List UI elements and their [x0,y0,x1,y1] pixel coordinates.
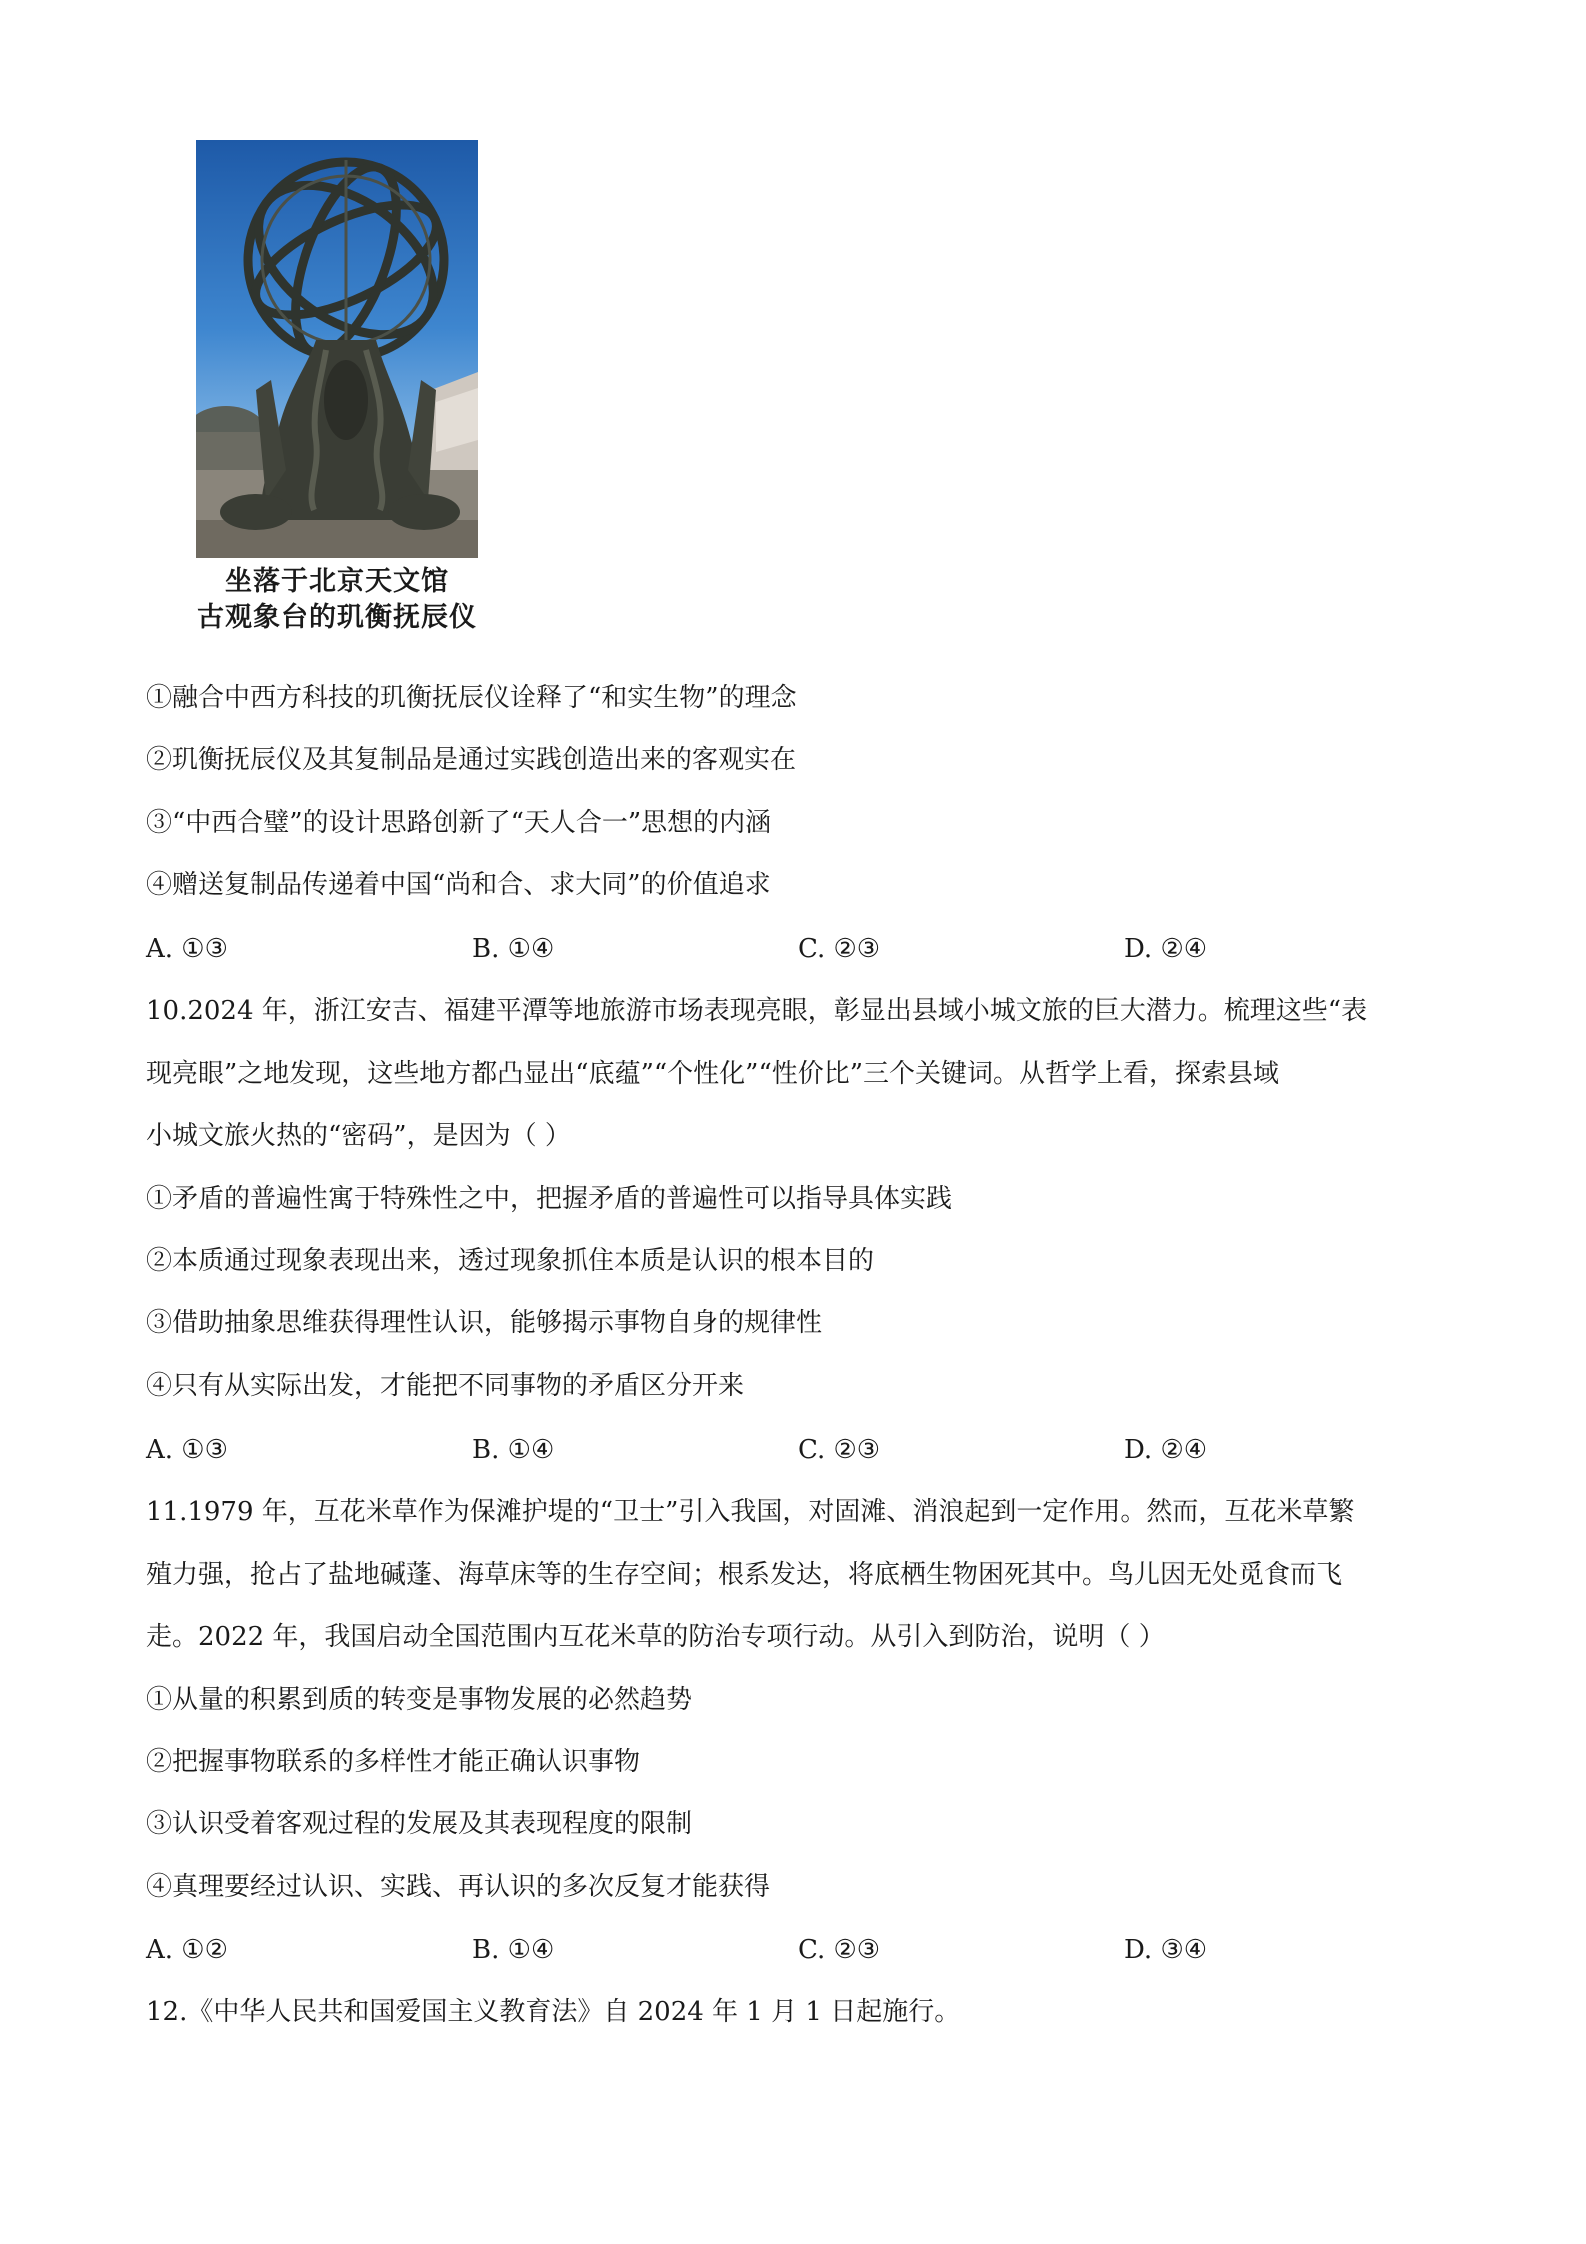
q9-option-b: B. ①④ [472,934,555,964]
q9-option-a: A. ①③ [146,934,228,964]
q9-item-4: ④赠送复制品传递着中国“尚和合、求大同”的价值追求 [146,870,771,900]
q11-item-3: ③认识受着客观过程的发展及其表现程度的限制 [146,1809,693,1839]
q10-stem-line-2: 现亮眼”之地发现，这些地方都凸显出“底蕴”“个性化”“性价比”三个关键词。从哲学上看，探索县域 [146,1059,1280,1089]
q11-item-1: ①从量的积累到质的转变是事物发展的必然趋势 [146,1685,693,1715]
figure-caption [196,564,478,636]
q9-option-c: C. ②③ [798,934,881,964]
q11-stem-line-3: 走。2022 年，我国启动全国范围内互花米草的防治专项行动。从引入到防治，说明（ ） [146,1622,1165,1652]
q11-option-d: D. ③④ [1124,1935,1208,1965]
caption-line-1: 坐落于北京天文馆 [225,566,449,597]
q11-stem-line-1: 11.1979 年，互花米草作为保滩护堤的“卫士”引入我国，对固滩、消浪起到一定作用。然而，互花米草繁 [146,1497,1355,1527]
q10-item-3: ③借助抽象思维获得理性认识，能够揭示事物自身的规律性 [146,1308,823,1338]
figure-armillary-sphere [196,140,478,636]
q10-item-4: ④只有从实际出发，才能把不同事物的矛盾区分开来 [146,1371,745,1401]
q10-item-2: ②本质通过现象表现出来，透过现象抓住本质是认识的根本目的 [146,1246,875,1276]
q11-item-4: ④真理要经过认识、实践、再认识的多次反复才能获得 [146,1872,771,1902]
q10-item-1: ①矛盾的普遍性寓于特殊性之中，把握矛盾的普遍性可以指导具体实践 [146,1184,953,1214]
q11-option-b: B. ①④ [472,1935,555,1965]
q10-option-a: A. ①③ [146,1435,228,1465]
q10-stem-line-3: 小城文旅火热的“密码”，是因为（ ） [146,1121,571,1151]
q10-option-d: D. ②④ [1124,1435,1208,1465]
q11-option-c: C. ②③ [798,1935,881,1965]
caption-line-2: 古观象台的玑衡抚辰仪 [197,602,477,633]
q11-stem-line-2: 殖力强，抢占了盐地碱蓬、海草床等的生存空间；根系发达，将底栖生物困死其中。鸟儿因无处觅食而飞 [146,1560,1343,1590]
q9-option-d: D. ②④ [1124,934,1208,964]
q10-stem-line-1: 10.2024 年，浙江安吉、福建平潭等地旅游市场表现亮眼，彰显出县域小城文旅的巨大潜力。梳理这些“表 [146,996,1368,1026]
q10-option-b: B. ①④ [472,1435,555,1465]
q11-option-a: A. ①② [146,1935,228,1965]
q10-option-c: C. ②③ [798,1435,881,1465]
armillary-sphere-photo [196,140,478,558]
q11-item-2: ②把握事物联系的多样性才能正确认识事物 [146,1747,641,1777]
q12-stem: 12.《中华人民共和国爱国主义教育法》自 2024 年 1 月 1 日起施行。 [146,1997,961,2027]
q9-item-3: ③“中西合璧”的设计思路创新了“天人合一”思想的内涵 [146,808,772,838]
q9-item-1: ①融合中西方科技的玑衡抚辰仪诠释了“和实生物”的理念 [146,683,797,713]
q9-item-2: ②玑衡抚辰仪及其复制品是通过实践创造出来的客观实在 [146,745,797,775]
